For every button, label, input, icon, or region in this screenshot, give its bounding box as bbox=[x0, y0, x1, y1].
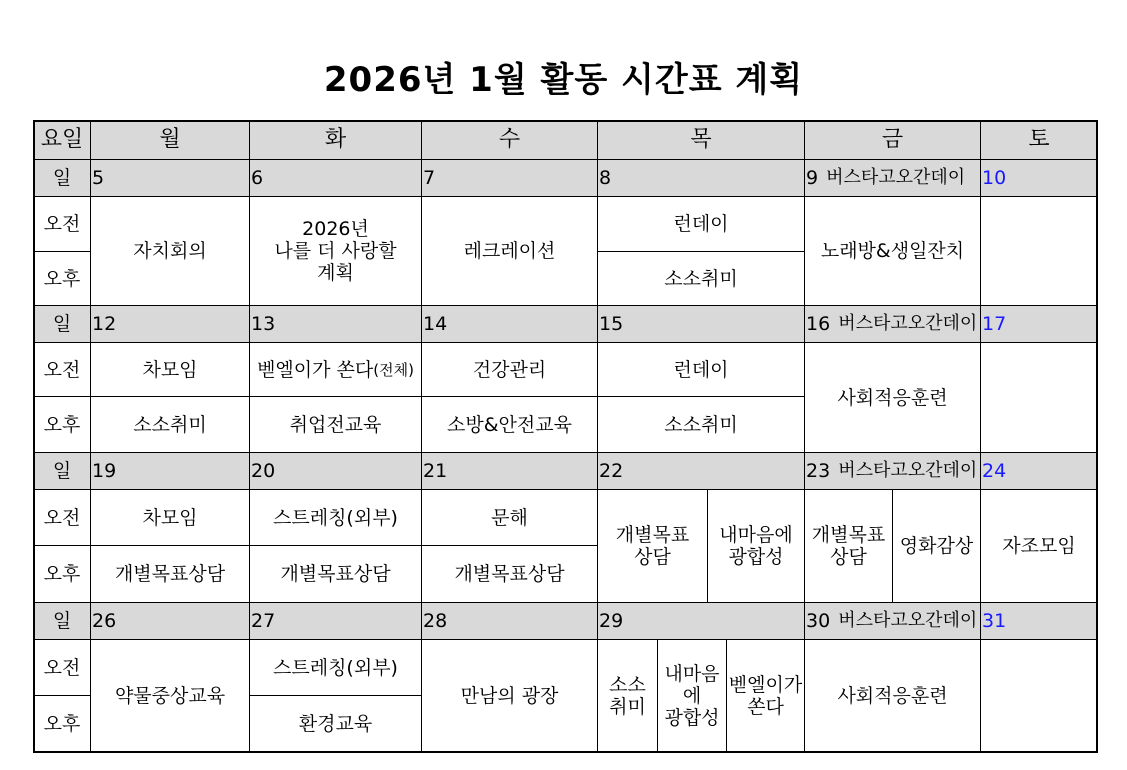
week2-wed-pm-activity: 소방&안전교육 bbox=[421, 396, 598, 453]
week1-date-mon: 5 bbox=[90, 159, 250, 197]
week4-am-label: 오전 bbox=[33, 639, 91, 696]
week1-date-fri-cell bbox=[804, 159, 981, 197]
week4-fri-event: 버스타고오간데이 bbox=[838, 610, 978, 631]
week3-sun-label: 일 bbox=[33, 452, 91, 490]
week1-date-thu: 8 bbox=[597, 159, 805, 197]
week2-fri-event: 버스타고오간데이 bbox=[838, 313, 978, 334]
week1-fri-activity: 노래방&생일잔치 bbox=[804, 196, 981, 306]
week3-tue-am-activity: 스트레칭(외부) bbox=[249, 489, 422, 546]
header-sat: 토 bbox=[980, 120, 1098, 160]
week3-wed-am-activity: 문해 bbox=[421, 489, 598, 546]
week2-fri-activity: 사회적응훈련 bbox=[804, 342, 981, 453]
week1-date-tue: 6 bbox=[249, 159, 422, 197]
week1-sun-label: 일 bbox=[33, 159, 91, 197]
week4-date-fri-cell bbox=[804, 602, 981, 640]
week4-mon-activity: 약물중상교육 bbox=[90, 639, 250, 753]
header-wed: 수 bbox=[421, 120, 598, 160]
week2-date-fri: 16 bbox=[806, 313, 831, 335]
week2-date-fri-cell bbox=[804, 305, 981, 343]
week1-date-fri: 9 bbox=[806, 167, 819, 189]
week3-mon-am-activity: 차모임 bbox=[90, 489, 250, 546]
week2-date-sat: 17 bbox=[980, 305, 1098, 343]
week4-pm-label: 오후 bbox=[33, 695, 91, 753]
week3-thu-activity-a: 개별목표 상담 bbox=[597, 489, 708, 603]
week2-mon-pm-activity: 소소취미 bbox=[90, 396, 250, 453]
week4-date-fri: 30 bbox=[806, 610, 831, 632]
week3-fri-activity-b: 영화감상 bbox=[892, 489, 981, 603]
week1-thu-pm-activity: 소소취미 bbox=[597, 251, 805, 306]
week3-am-label: 오전 bbox=[33, 489, 91, 546]
week3-fri-event: 버스타고오간데이 bbox=[838, 460, 978, 481]
week1-pm-label: 오후 bbox=[33, 251, 91, 306]
header-mon: 월 bbox=[90, 120, 250, 160]
week3-date-wed: 21 bbox=[421, 452, 598, 490]
week4-thu-activity-a: 소소 취미 bbox=[597, 639, 658, 753]
week2-thu-am-activity: 런데이 bbox=[597, 342, 805, 397]
week1-date-wed: 7 bbox=[421, 159, 598, 197]
header-tue: 화 bbox=[249, 120, 422, 160]
week2-mon-am-activity: 차모임 bbox=[90, 342, 250, 397]
week3-date-thu: 22 bbox=[597, 452, 805, 490]
week2-sat-cell bbox=[980, 342, 1098, 453]
week3-date-mon: 19 bbox=[90, 452, 250, 490]
week4-date-mon: 26 bbox=[90, 602, 250, 640]
week3-sat-activity: 자조모임 bbox=[980, 489, 1098, 603]
week2-thu-pm-activity: 소소취미 bbox=[597, 396, 805, 453]
week2-date-wed: 14 bbox=[421, 305, 598, 343]
week2-date-tue: 13 bbox=[249, 305, 422, 343]
week1-am-label: 오전 bbox=[33, 196, 91, 252]
week2-tue-am-cell bbox=[249, 342, 422, 397]
week1-thu-am-activity: 런데이 bbox=[597, 196, 805, 252]
week2-tue-am-note: (전체) bbox=[373, 360, 414, 379]
week4-thu-activity-b: 내마음에 광합성 bbox=[657, 639, 727, 753]
week4-sat-cell bbox=[980, 639, 1098, 753]
week4-tue-am-activity: 스트레칭(외부) bbox=[249, 639, 422, 696]
week1-tue-activity: 2026년 나를 더 사랑할 계획 bbox=[249, 196, 422, 306]
week4-date-wed: 28 bbox=[421, 602, 598, 640]
week2-tue-pm-activity: 취업전교육 bbox=[249, 396, 422, 453]
week4-date-tue: 27 bbox=[249, 602, 422, 640]
week3-mon-pm-activity: 개별목표상담 bbox=[90, 545, 250, 603]
week2-pm-label: 오후 bbox=[33, 396, 91, 453]
week2-date-thu: 15 bbox=[597, 305, 805, 343]
week1-date-sat: 10 bbox=[980, 159, 1098, 197]
week4-sun-label: 일 bbox=[33, 602, 91, 640]
week3-date-fri: 23 bbox=[806, 460, 831, 482]
week1-fri-event: 버스타고오간데이 bbox=[826, 167, 966, 188]
week2-wed-am-activity: 건강관리 bbox=[421, 342, 598, 397]
week2-sun-label: 일 bbox=[33, 305, 91, 343]
week4-tue-pm-activity: 환경교육 bbox=[249, 695, 422, 753]
week3-date-tue: 20 bbox=[249, 452, 422, 490]
week2-date-mon: 12 bbox=[90, 305, 250, 343]
week1-mon-activity: 자치회의 bbox=[90, 196, 250, 306]
week4-wed-activity: 만남의 광장 bbox=[421, 639, 598, 753]
week3-thu-activity-b: 내마음에 광합성 bbox=[707, 489, 805, 603]
week1-sat-cell bbox=[980, 196, 1098, 306]
week4-date-thu: 29 bbox=[597, 602, 805, 640]
header-yoil: 요일 bbox=[33, 120, 91, 160]
header-thu: 목 bbox=[597, 120, 805, 160]
week4-thu-activity-c: 벧엘이가 쏜다 bbox=[726, 639, 805, 753]
week4-date-sat: 31 bbox=[980, 602, 1098, 640]
week3-wed-pm-activity: 개별목표상담 bbox=[421, 545, 598, 603]
week4-fri-activity: 사회적응훈련 bbox=[804, 639, 981, 753]
page-title: 2026년 1월 활동 시간표 계획 bbox=[323, 60, 804, 100]
week3-date-fri-cell bbox=[804, 452, 981, 490]
header-fri: 금 bbox=[804, 120, 981, 160]
week1-wed-activity: 레크레이션 bbox=[421, 196, 598, 306]
week3-pm-label: 오후 bbox=[33, 545, 91, 603]
week3-date-sat: 24 bbox=[980, 452, 1098, 490]
week3-tue-pm-activity: 개별목표상담 bbox=[249, 545, 422, 603]
week3-fri-activity-a: 개별목표 상담 bbox=[804, 489, 893, 603]
week2-tue-am-activity: 벧엘이가 쏜다 bbox=[257, 358, 374, 381]
week2-am-label: 오전 bbox=[33, 342, 91, 397]
